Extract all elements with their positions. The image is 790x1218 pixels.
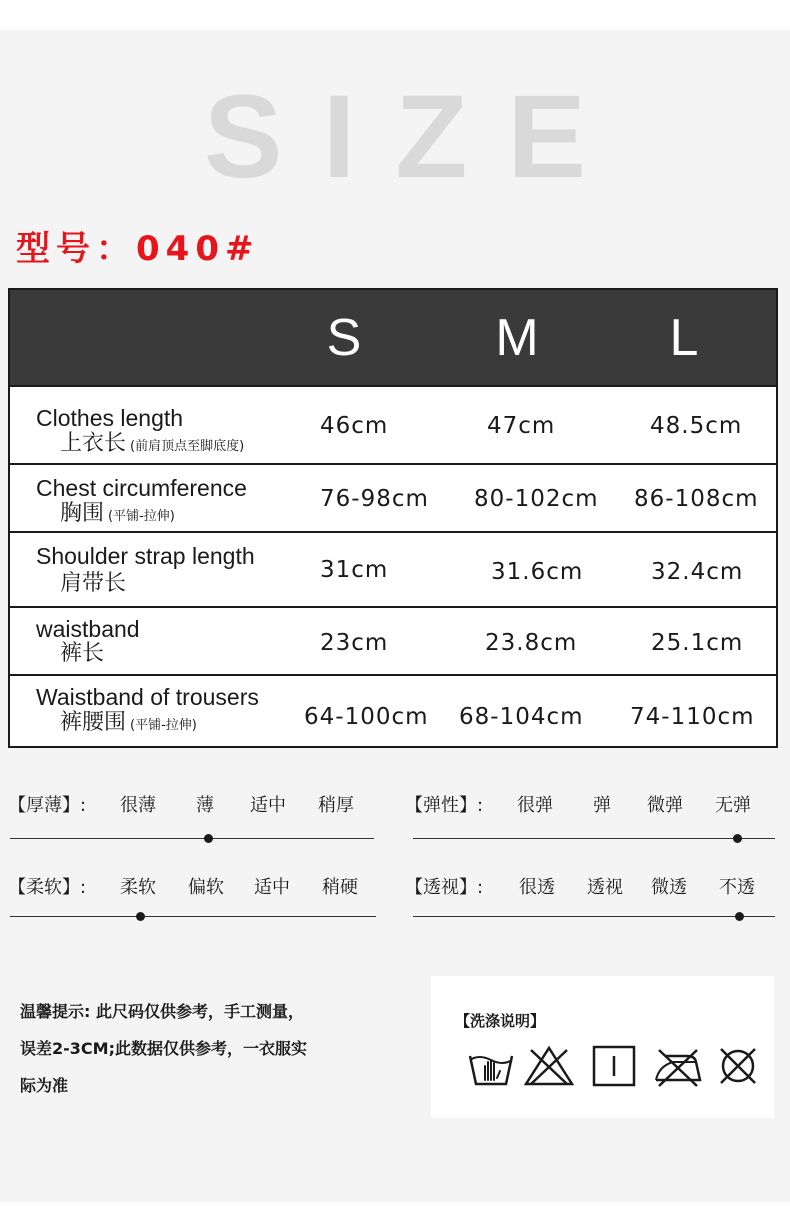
value-m: 31.6cm <box>491 559 584 585</box>
row-label-en: waistband <box>36 616 140 642</box>
scale-option: 很弹 <box>517 795 553 816</box>
no-iron-icon <box>651 1044 705 1088</box>
row-label-cn-text: 裤腰围 <box>60 710 127 735</box>
softness-scale <box>8 879 378 929</box>
elasticity-scale <box>405 797 780 847</box>
hand-wash-icon <box>467 1044 515 1088</box>
scale-option: 稍硬 <box>322 877 358 898</box>
value-m: 47cm <box>487 413 556 439</box>
measurement-tip <box>20 993 380 1104</box>
value-s: 64-100cm <box>304 704 429 730</box>
table-row <box>10 531 776 608</box>
size-m-header: M <box>495 309 539 367</box>
scale-option: 无弹 <box>715 795 751 816</box>
value-l: 25.1cm <box>651 630 744 656</box>
scale-indicator <box>735 912 744 921</box>
row-label-note: (平铺-拉伸) <box>130 718 197 733</box>
scale-label: 【弹性】: <box>405 795 484 816</box>
table-header <box>10 290 776 387</box>
row-label-cn <box>60 573 130 595</box>
scale-option: 偏软 <box>188 877 224 898</box>
tumble-dry-line-icon <box>591 1044 637 1088</box>
scale-line <box>413 916 775 917</box>
row-label-cn <box>60 503 175 525</box>
table-row <box>10 606 776 676</box>
row-label-en: Chest circumference <box>36 475 247 501</box>
scale-option: 很薄 <box>120 795 156 816</box>
row-label-cn <box>60 643 108 665</box>
value-s: 76-98cm <box>320 486 429 512</box>
size-l-header: L <box>669 309 699 367</box>
row-label-cn-text: 裤长 <box>60 641 105 666</box>
value-s: 46cm <box>320 413 389 439</box>
care-title: 【洗涤说明】 <box>455 1012 546 1030</box>
care-instructions <box>431 976 774 1118</box>
scale-line <box>10 838 374 839</box>
value-m: 80-102cm <box>474 486 599 512</box>
size-s-header: S <box>326 309 362 367</box>
scale-indicator <box>136 912 145 921</box>
value-s: 23cm <box>320 630 389 656</box>
scale-option: 弹 <box>593 795 611 816</box>
scale-option: 透视 <box>587 877 623 898</box>
row-label-en: Shoulder strap length <box>36 543 255 569</box>
no-bleach-icon <box>523 1044 575 1088</box>
value-m: 68-104cm <box>459 704 584 730</box>
scale-option: 微透 <box>651 877 687 898</box>
row-label-en: Clothes length <box>36 405 184 431</box>
scale-option: 适中 <box>250 795 286 816</box>
value-l: 86-108cm <box>634 486 759 512</box>
scale-option: 适中 <box>254 877 290 898</box>
scale-option: 柔软 <box>120 877 156 898</box>
scale-option: 很透 <box>519 877 555 898</box>
model-number: 型号：040# <box>16 229 260 269</box>
tip-line: 温馨提示: 此尺码仅供参考，手工测量， <box>20 1002 304 1021</box>
row-label-cn-text: 上衣长 <box>60 431 127 456</box>
scale-option: 不透 <box>719 877 755 898</box>
size-heading: SIZE <box>203 71 627 203</box>
value-s: 31cm <box>320 557 389 583</box>
scale-line <box>10 916 376 917</box>
row-label-cn-text: 肩带长 <box>60 571 127 596</box>
scale-option: 薄 <box>196 795 214 816</box>
tip-line: 误差2-3CM;此数据仅供参考，一衣服实 <box>20 1039 307 1058</box>
scale-label: 【柔软】: <box>8 877 87 898</box>
tip-line: 际为准 <box>20 1076 69 1095</box>
row-label-cn <box>60 712 197 734</box>
scale-indicator <box>204 834 213 843</box>
row-label-cn <box>60 433 244 455</box>
table-row <box>10 385 776 465</box>
scale-option: 稍厚 <box>318 795 354 816</box>
row-label-note: (前肩顶点至脚底度) <box>130 439 245 454</box>
value-l: 32.4cm <box>651 559 744 585</box>
row-label-note: (平铺-拉伸) <box>108 509 175 524</box>
row-label-en: Waistband of trousers <box>36 684 259 710</box>
scale-line <box>413 838 775 839</box>
value-m: 23.8cm <box>485 630 578 656</box>
scale-label: 【透视】: <box>405 877 484 898</box>
scale-option: 微弹 <box>647 795 683 816</box>
size-table <box>8 288 778 748</box>
table-row <box>10 674 776 746</box>
row-label-cn-text: 胸围 <box>60 501 105 526</box>
scale-indicator <box>733 834 742 843</box>
thickness-scale <box>8 797 378 847</box>
no-dry-clean-icon <box>715 1044 761 1088</box>
value-l: 74-110cm <box>630 704 755 730</box>
table-row <box>10 463 776 533</box>
scale-label: 【厚薄】: <box>8 795 87 816</box>
transparency-scale <box>405 879 780 929</box>
value-l: 48.5cm <box>650 413 743 439</box>
